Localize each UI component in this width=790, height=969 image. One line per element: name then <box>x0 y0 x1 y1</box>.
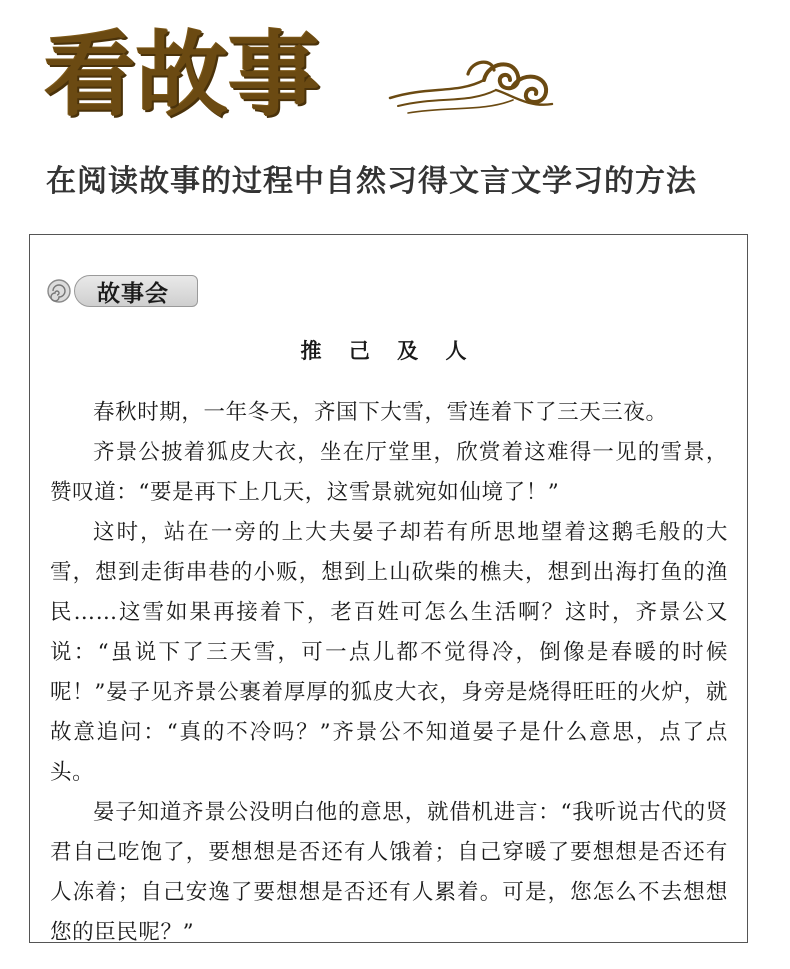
auspicious-cloud-icon <box>388 50 558 120</box>
story-paragraph: 晏子知道齐景公没明白他的意思，就借机进言：“我听说古代的贤君自己吃饱了，要想想是否还有人饿着；自己穿暖了要想想是否还有人冻着；自己安逸了要想想是否还有人累着。可是，您怎么不去想想您的臣民呢？” <box>50 800 728 945</box>
section-title: 看故事 <box>44 22 321 129</box>
story-paragraph: 这时，站在一旁的上大夫晏子却若有所思地望着这鹅毛般的大雪，想到走街串巷的小贩，想到上山砍柴的樵夫，想到出海打鱼的渔民……这雪如果再接着下，老百姓可怎么生活啊？这时，齐景公又说：“虽说下了三天雪，可一点儿都不觉得冷，倒像是春暖的时候呢！”晏子见齐景公裹着厚厚的狐皮大衣，身旁是烧得旺旺的火炉，就故意追问：“真的不冷吗？”齐景公不知道晏子是什么意思，点了点头。 <box>50 520 728 785</box>
page-subtitle: 在阅读故事的过程中自然习得文言文学习的方法 <box>46 164 697 199</box>
story-paragraph: 齐景公披着狐皮大衣，坐在厅堂里，欣赏着这难得一见的雪景，赞叹道：“要是再下上几天，这雪景就宛如仙境了！” <box>50 440 728 505</box>
story-body <box>50 393 728 953</box>
story-paragraph: 春秋时期，一年冬天，齐国下大雪，雪连着下了三天三夜。 <box>93 400 668 425</box>
badge-label: 故事会 <box>74 275 198 307</box>
story-badge <box>46 273 198 309</box>
swirl-icon <box>46 278 72 304</box>
story-panel <box>29 234 748 943</box>
story-title: 推 己 及 人 <box>300 338 477 363</box>
page-header <box>0 0 790 230</box>
